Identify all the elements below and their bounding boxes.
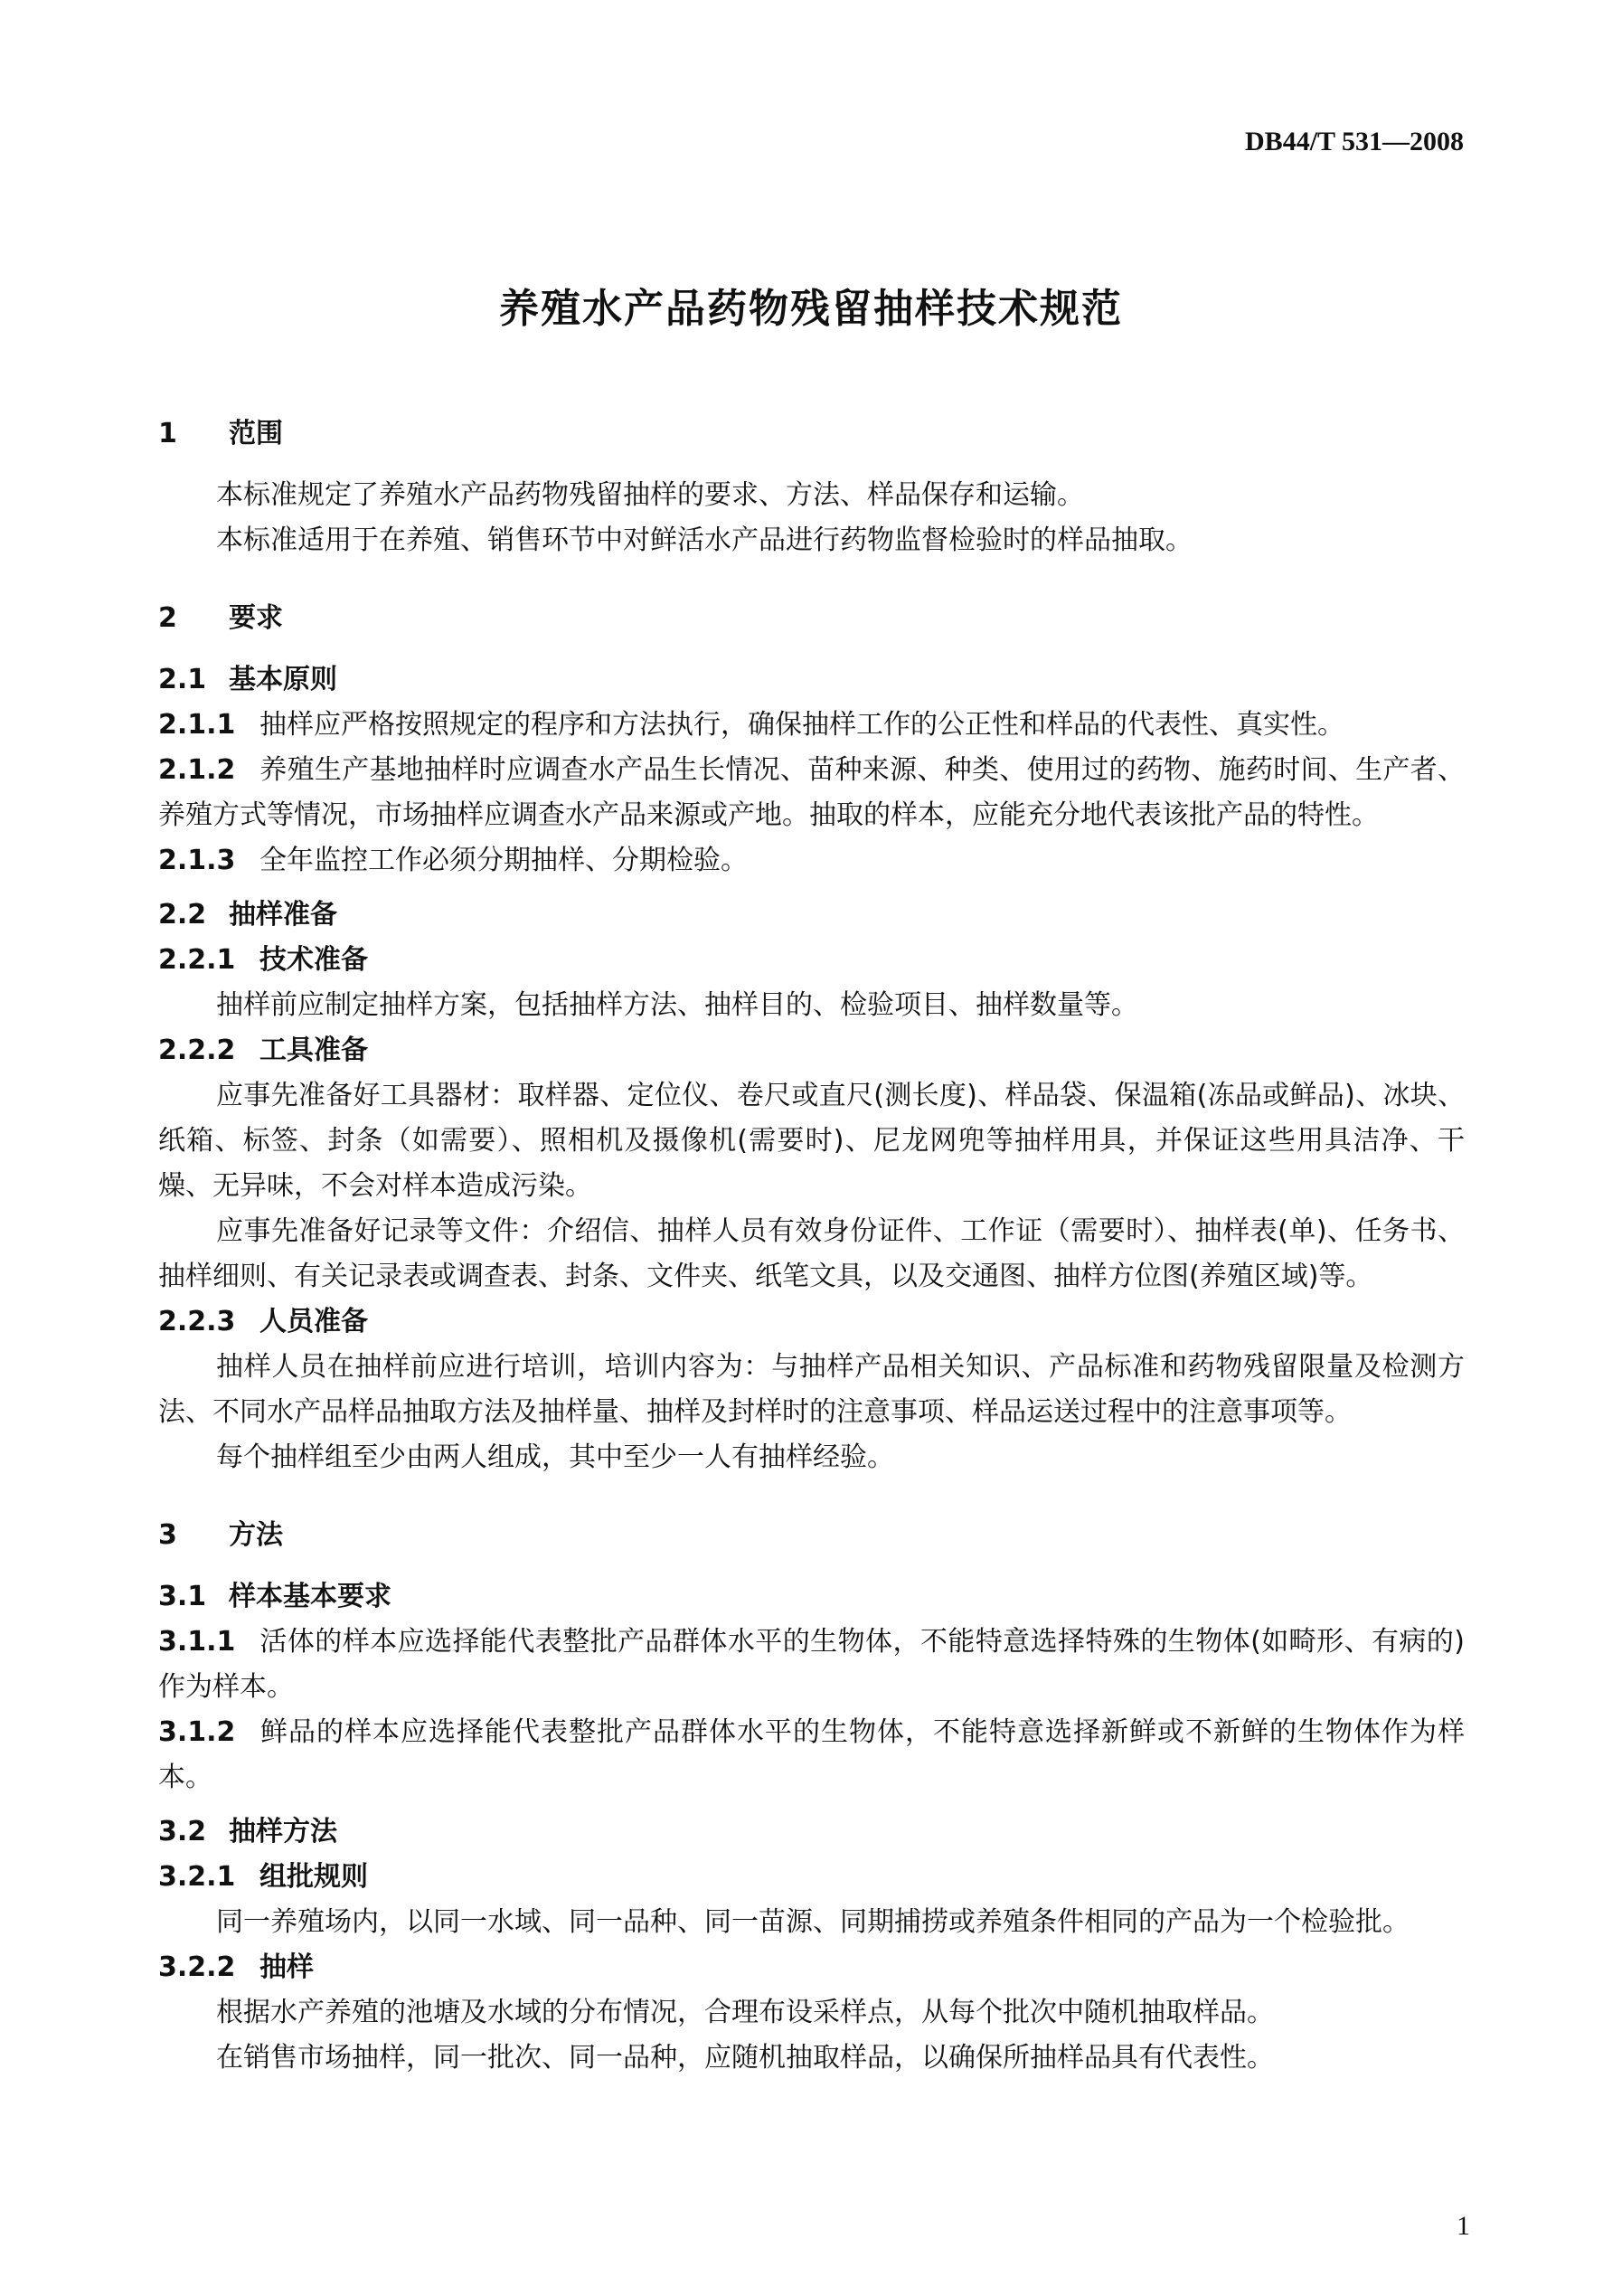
clause-number: 2.1.3	[158, 845, 236, 876]
subsection-title: 抽样准备	[229, 899, 337, 931]
clause-number: 2.1.2	[158, 754, 236, 786]
subsection-3-1-heading	[158, 1574, 1465, 1620]
section-number: 1	[158, 418, 177, 449]
clause-number: 2.2.1	[158, 944, 236, 976]
clause-2-1-1	[158, 703, 1465, 748]
clause-number: 3.2.1	[158, 1861, 236, 1893]
subsection-number: 2.1	[158, 664, 207, 695]
clause-3-1-2	[158, 1710, 1465, 1800]
clause-text: 鲜品的样本应选择能代表整批产品群体水平的生物体，不能特意选择新鲜或不新鲜的生物体作为样本。	[158, 1716, 1465, 1793]
paragraph: 本标准适用于在养殖、销售环节中对鲜活水产品进行药物监督检验时的样品抽取。	[216, 524, 1193, 556]
section-title: 范围	[229, 418, 283, 449]
section-2-heading	[158, 596, 1465, 641]
standard-code: DB44/T 531—2008	[1245, 127, 1464, 156]
section-number: 3	[158, 1519, 177, 1551]
clause-2-2-1-heading	[158, 938, 1465, 983]
clause-title: 抽样	[259, 1951, 314, 1983]
section-title: 方法	[229, 1519, 283, 1551]
paragraph: 抽样前应制定抽样方案，包括抽样方法、抽样目的、检验项目、抽样数量等。	[216, 989, 1138, 1021]
clause-number: 2.2.2	[158, 1035, 236, 1066]
clause-3-2-1-heading	[158, 1855, 1465, 1900]
clause-title: 组批规则	[259, 1861, 368, 1893]
clause-number: 3.1.2	[158, 1716, 236, 1748]
section-title: 要求	[229, 602, 283, 634]
clause-text: 活体的样本应选择能代表整批产品群体水平的生物体，不能特意选择特殊的生物体(如畸形、有病的)作为样本。	[158, 1626, 1465, 1703]
clause-2-2-2-heading	[158, 1028, 1465, 1073]
section-number: 2	[158, 602, 177, 634]
paragraph: 每个抽样组至少由两人组成，其中至少一人有抽样经验。	[216, 1441, 894, 1473]
subsection-number: 2.2	[158, 899, 207, 931]
document-title: 养殖水产品药物残留抽样技术规范	[499, 286, 1123, 332]
clause-2-1-3	[158, 838, 1465, 883]
clause-text: 抽样应严格按照规定的程序和方法执行，确保抽样工作的公正性和样品的代表性、真实性。	[259, 709, 1344, 741]
paragraph: 抽样人员在抽样前应进行培训，培训内容为：与抽样产品相关知识、产品标准和药物残留限量及检测方法、不同水产品样品抽取方法及抽样量、抽样及封样时的注意事项、样品运送过程中的注意事项等。	[158, 1351, 1465, 1428]
paragraph: 本标准规定了养殖水产品药物残留抽样的要求、方法、样品保存和运输。	[216, 479, 1084, 511]
paragraph: 应事先准备好工具器材：取样器、定位仪、卷尺或直尺(测长度)、样品袋、保温箱(冻品或鲜品)、冰块、纸箱、标签、封条（如需要）、照相机及摄像机(需要时)、尼龙网兜等抽样用具，并保证这些用具洁净、干燥、无异味，不会对样本造成污染。	[158, 1080, 1465, 1202]
clause-title: 技术准备	[259, 944, 368, 976]
clause-3-1-1	[158, 1620, 1465, 1710]
subsection-number: 3.2	[158, 1816, 207, 1847]
clause-text: 养殖生产基地抽样时应调查水产品生长情况、苗种来源、种类、使用过的药物、施药时间、生产者、养殖方式等情况，市场抽样应调查水产品来源或产地。抽取的样本，应能充分地代表该批产品的特性。	[158, 754, 1465, 831]
subsection-title: 基本原则	[229, 664, 337, 695]
clause-3-2-2-heading	[158, 1945, 1465, 1990]
subsection-title: 样本基本要求	[229, 1581, 391, 1612]
clause-title: 人员准备	[259, 1306, 368, 1337]
clause-title: 工具准备	[259, 1035, 368, 1066]
clause-number: 3.2.2	[158, 1951, 236, 1983]
section-1-heading	[158, 411, 1465, 457]
paragraph: 应事先准备好记录等文件：介绍信、抽样人员有效身份证件、工作证（需要时）、抽样表(单)、任务书、抽样细则、有关记录表或调查表、封条、文件夹、纸笔文具，以及交通图、抽样方位图(养殖区域)等。	[158, 1215, 1465, 1292]
clause-number: 2.2.3	[158, 1306, 236, 1337]
subsection-2-2-heading	[158, 893, 1465, 938]
page-number: 1	[1457, 2211, 1470, 2241]
clause-text: 全年监控工作必须分期抽样、分期检验。	[259, 845, 748, 876]
subsection-3-2-heading	[158, 1809, 1465, 1855]
paragraph: 在销售市场抽样，同一批次、同一品种，应随机抽取样品，以确保所抽样品具有代表性。	[216, 2042, 1274, 2074]
subsection-2-1-heading	[158, 657, 1465, 703]
subsection-number: 3.1	[158, 1581, 207, 1612]
clause-number: 2.1.1	[158, 709, 236, 741]
paragraph: 根据水产养殖的池塘及水域的分布情况，合理布设采样点，从每个批次中随机抽取样品。	[216, 1997, 1274, 2028]
clause-2-1-2	[158, 748, 1465, 838]
clause-number: 3.1.1	[158, 1626, 236, 1658]
subsection-title: 抽样方法	[229, 1816, 337, 1847]
document-body	[158, 411, 1465, 2081]
paragraph: 同一养殖场内，以同一水域、同一品种、同一苗源、同期捕捞或养殖条件相同的产品为一个检验批。	[216, 1906, 1410, 1938]
clause-2-2-3-heading	[158, 1299, 1465, 1345]
section-3-heading	[158, 1513, 1465, 1558]
